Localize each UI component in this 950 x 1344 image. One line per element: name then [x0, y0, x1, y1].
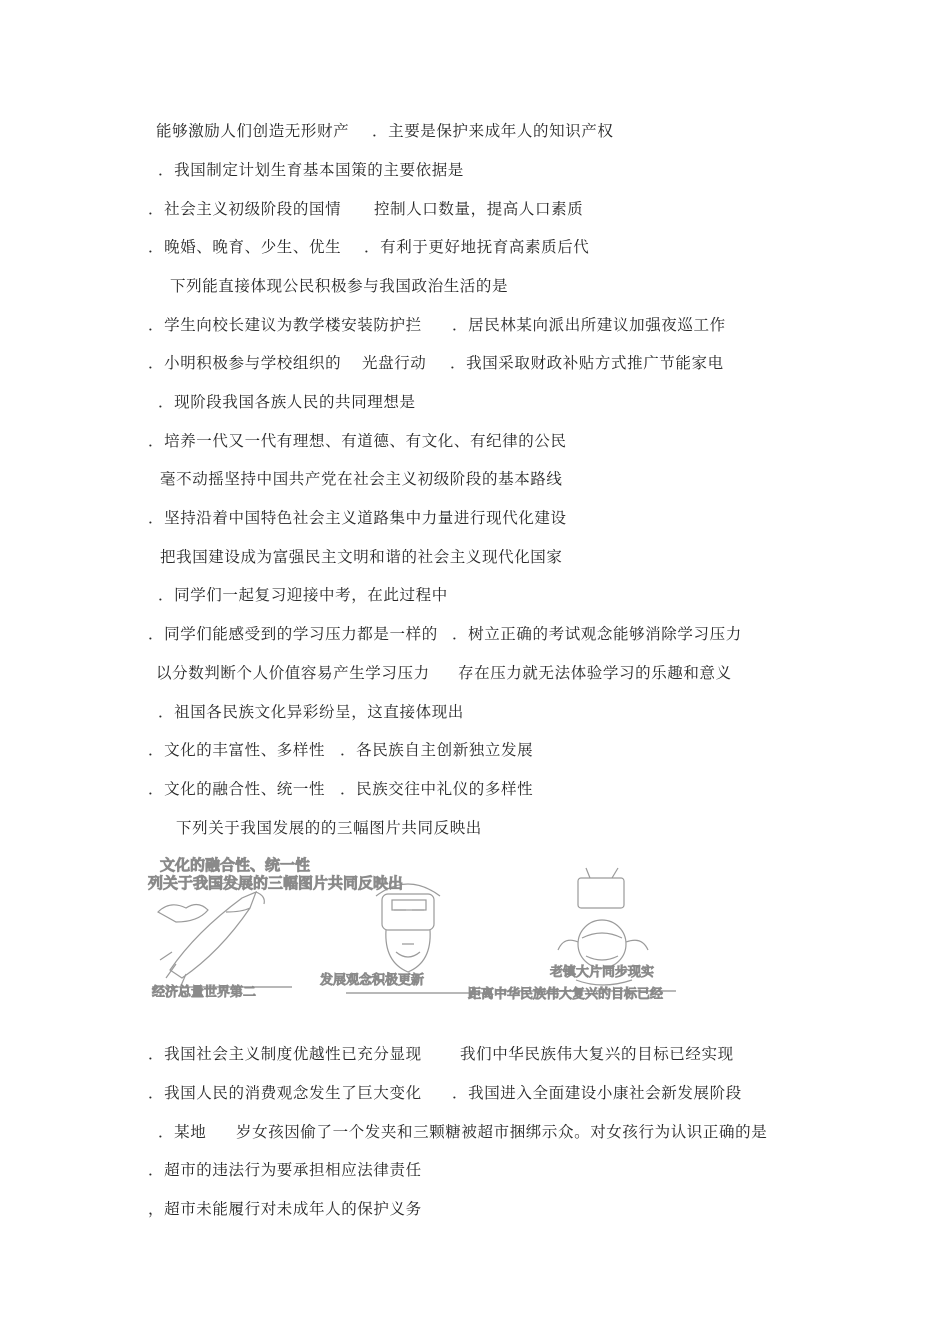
option-text: ．文化的丰富性、多样性 — [148, 741, 326, 759]
rocket-icon — [170, 892, 256, 978]
text-segment: ．祖国各民族文化异彩纷呈，这直接体现出 — [158, 703, 464, 721]
option-text: ．我国采取财政补贴方式推广节能家电 — [450, 354, 724, 372]
option-text: ．同学们能感受到的学习压力都是一样的 — [148, 625, 438, 643]
option-text: ．晚婚、晚育、少生、优生 — [148, 238, 342, 256]
text-segment: ．我国制定计划生育基本国策的主要依据是 — [158, 161, 464, 179]
option-text: ．各民族自主创新独立发展 — [340, 741, 534, 759]
figure-header-1: 文化的融合性、统一性 — [160, 856, 311, 874]
figure-caption-2: 发展观念积极更新 — [320, 973, 425, 988]
option-text: ．文化的融合性、统一性 — [148, 780, 326, 798]
text-segment: 下列能直接体现公民积极参与我国政治生活的是 — [170, 277, 509, 295]
text-segment: 能够激励人们创造无形财产 — [156, 122, 350, 140]
text-segment: 下列关于我国发展的的三幅图片共同反映出 — [176, 819, 482, 837]
option-text: ，超市未能履行对未成年人的保护义务 — [148, 1200, 422, 1218]
television-icon — [578, 878, 624, 908]
option-text: 光盘行动 — [362, 354, 427, 372]
option-text: ．有利于更好地抚育高素质后代 — [364, 238, 590, 256]
option-text: 毫不动摇坚持中国共产党在社会主义初级阶段的基本路线 — [160, 470, 563, 488]
option-text: 存在压力就无法体验学习的乐趣和意义 — [458, 664, 732, 682]
text-segment: 岁女孩因偷了一个发夹和三颗糖被超市捆绑示众。对女孩行为认识正确的是 — [236, 1123, 768, 1141]
option-text: ．居民林某向派出所建议加强夜巡工作 — [452, 316, 726, 334]
option-text: ．小明积极参与学校组织的 — [148, 354, 342, 372]
option-text: ．培养一代又一代有理想、有道德、有文化、有纪律的公民 — [148, 432, 567, 450]
development-illustrations — [146, 852, 682, 1004]
option-text: 把我国建设成为富强民主文明和谐的社会主义现代化国家 — [160, 548, 563, 566]
option-text: 控制人口数量，提高人口素质 — [374, 200, 584, 218]
option-text: ．我国人民的消费观念发生了巨大变化 — [148, 1084, 422, 1102]
text-segment: ．同学们一起复习迎接中考，在此过程中 — [158, 586, 448, 604]
option-text: ．学生向校长建议为教学楼安装防护拦 — [148, 316, 422, 334]
figure-header-2: 列关于我国发展的三幅图片共同反映出 — [148, 874, 404, 892]
figure-caption-1: 经济总量世界第二 — [152, 985, 257, 1000]
option-text: ．我国进入全面建设小康社会新发展阶段 — [452, 1084, 742, 1102]
option-text: ．树立正确的考试观念能够消除学习压力 — [452, 625, 742, 643]
option-text: ．主要是保护来成年人的知识产权 — [372, 122, 614, 140]
figure-caption-4: 距离中华民族伟大复兴的目标已经 — [468, 987, 664, 1002]
option-text: ．民族交往中礼仪的多样性 — [340, 780, 534, 798]
option-text: 我们中华民族伟大复兴的目标已经实现 — [460, 1045, 734, 1063]
option-text: ．我国社会主义制度优越性已充分显现 — [148, 1045, 422, 1063]
option-text: ．社会主义初级阶段的国情 — [148, 200, 342, 218]
globe-icon — [578, 920, 626, 968]
option-text: ．超市的违法行为要承担相应法律责任 — [148, 1161, 422, 1179]
text-segment: ．现阶段我国各族人民的共同理想是 — [158, 393, 416, 411]
option-text: 以分数判断个人价值容易产生学习压力 — [156, 664, 430, 682]
figure-caption-3: 老镇大片同步现实 — [550, 965, 655, 980]
illustration-svg — [146, 852, 682, 1004]
option-text: ．坚持沿着中国特色社会主义道路集中力量进行现代化建设 — [148, 509, 567, 527]
text-segment: ．某地 — [158, 1123, 207, 1141]
